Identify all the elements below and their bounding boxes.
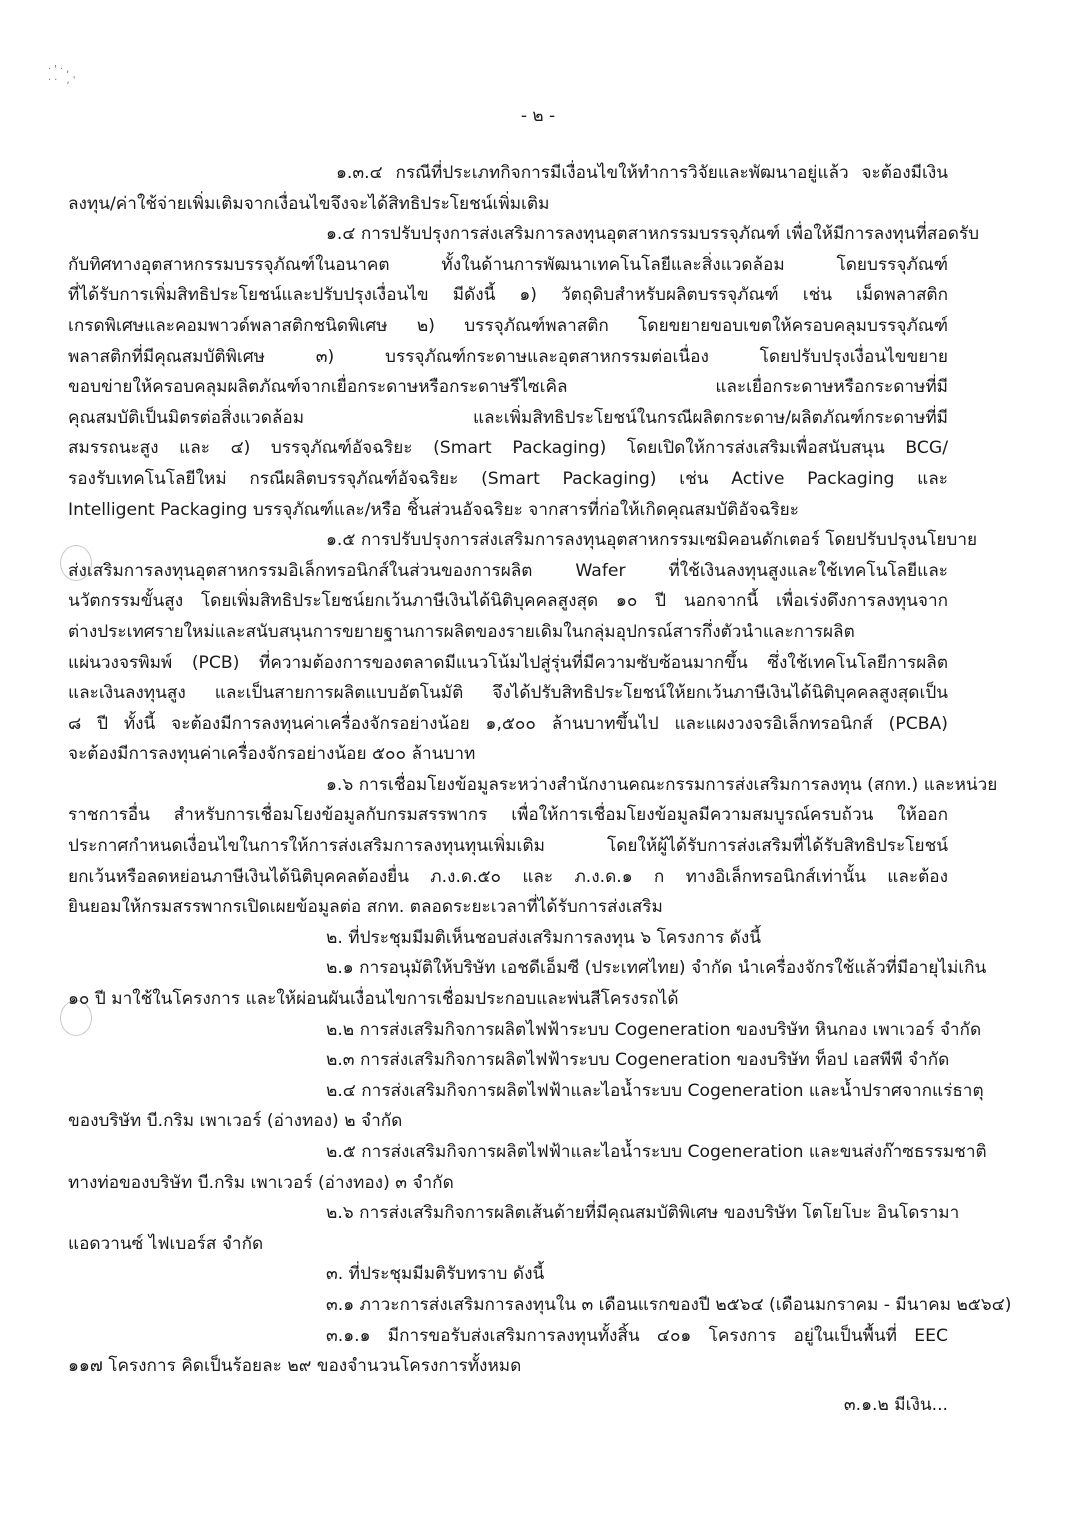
text-line: แผ่นวงจรพิมพ์ (PCB) ที่ความต้องการของตลาดมีแนวโน้มไปสู่รุ่นที่มีความซับซ้อนมากขึ้น ซึ่งใช้เทคโนโลยีการผลิต bbox=[68, 652, 948, 673]
text-line: ๒.๑ การอนุมัติให้บริษัท เอชดีเอ็มซี (ประเทศไทย) จำกัด นำเครื่องจักรใช้แล้วที่มีอายุไม่เกิน bbox=[326, 958, 987, 979]
text-line: และเงินลงทุนสูง และเป็นสายการผลิตแบบอัตโนมัติ จึงได้ปรับสิทธิประโยชน์ให้ยกเว้นภาษีเงินได้นิติบุคคลสูงสุดเป็น bbox=[68, 683, 948, 704]
text-line: นวัตกรรมขั้นสูง โดยเพิ่มสิทธิประโยชน์ยกเว้นภาษีเงินได้นิติบุคคลสูงสุด ๑๐ ปี นอกจากนี้ เพื่อเร่งดึงการลงทุนจาก bbox=[68, 591, 948, 612]
text-line: พลาสติกที่มีคุณสมบัติพิเศษ ๓) บรรจุภัณฑ์กระดาษและอุตสาหกรรมต่อเนื่อง โดยปรับปรุงเงื่อนไขขยาย bbox=[68, 346, 948, 367]
text-line: ราชการอื่น สำหรับการเชื่อมโยงข้อมูลกับกรมสรรพากร เพื่อให้การเชื่อมโยงข้อมูลมีความสมบูรณ์ครบถ้วน ให้ออก bbox=[68, 805, 948, 826]
text-line: ๒.๕ การส่งเสริมกิจการผลิตไฟฟ้าและไอน้ำระบบ Cogeneration และขนส่งก๊าซธรรมชาติ bbox=[326, 1142, 987, 1162]
text-line: ที่ได้รับการเพิ่มสิทธิประโยชน์และปรับปรุงเงื่อนไข มีดังนี้ ๑) วัตถุดิบสำหรับผลิตบรรจุภัณฑ์ เช่น เม็ดพลาสติก bbox=[68, 285, 948, 306]
text-line: ประกาศกำหนดเงื่อนไขในการให้การส่งเสริมการลงทุนทุนเพิ่มเติม โดยให้ผู้ได้รับการส่งเสริมที่ได้รับสิทธิประโยชน์ bbox=[68, 836, 948, 857]
text-line: ๒. ที่ประชุมมีมติเห็นชอบส่งเสริมการลงทุน ๖ โครงการ ดังนี้ bbox=[326, 927, 761, 948]
text-line: ๓.๑.๑ มีการขอรับส่งเสริมการลงทุนทั้งสิ้น ๔๐๑ โครงการ อยู่ในเป็นพื้นที่ EEC bbox=[326, 1325, 948, 1346]
document-body bbox=[68, 158, 1012, 1420]
text-line: ๒.๖ การส่งเสริมกิจการผลิตเส้นด้ายที่มีคุณสมบัติพิเศษ ของบริษัท โตโยโบะ อินโดรามา bbox=[326, 1203, 960, 1224]
text-line: ๑.๔ การปรับปรุงการส่งเสริมการลงทุนอุตสาหกรรมบรรจุภัณฑ์ เพื่อให้มีการลงทุนที่สอดรับ bbox=[326, 224, 980, 245]
text-line: คุณสมบัติเป็นมิตรต่อสิ่งแวดล้อม และเพิ่มสิทธิประโยชน์ในกรณีผลิตกระดาษ/ผลิตภัณฑ์กระดาษที่มี bbox=[68, 407, 948, 428]
text-line: ต่างประเทศรายใหม่และสนับสนุนการขยายฐานการผลิตของรายเดิมในกลุ่มอุปกรณ์สารกึ่งตัวนำและการผลิต bbox=[68, 621, 855, 642]
text-line: กับทิศทางอุตสาหกรรมบรรจุภัณฑ์ในอนาคต ทั้งในด้านการพัฒนาเทคโนโลยีและสิ่งแวดล้อม โดยบรรจุภัณฑ์ bbox=[68, 254, 948, 275]
text-line: ๑.๓.๔ กรณีที่ประเภทกิจการมีเงื่อนไขให้ทำการวิจัยและพัฒนาอยู่แล้ว จะต้องมีเงิน bbox=[336, 163, 948, 183]
text-line: ๑.๕ การปรับปรุงการส่งเสริมการลงทุนอุตสาหกรรมเซมิคอนดักเตอร์ โดยปรับปรุงนโยบาย bbox=[326, 530, 978, 551]
text-line: เกรดพิเศษและคอมพาวด์พลาสติกชนิดพิเศษ ๒) บรรจุภัณฑ์พลาสติก โดยขยายขอบเขตให้ครอบคลุมบรรจุภัณฑ์ bbox=[68, 315, 948, 336]
text-line: ของบริษัท บี.กริม เพาเวอร์ (อ่างทอง) ๒ จำกัด bbox=[68, 1111, 403, 1132]
text-line: ๒.๒ การส่งเสริมกิจการผลิตไฟฟ้าระบบ Cogeneration ของบริษัท หินกอง เพาเวอร์ จำกัด bbox=[326, 1019, 982, 1040]
text-line: ทางท่อของบริษัท บี.กริม เพาเวอร์ (อ่างทอง) ๓ จำกัด bbox=[68, 1172, 454, 1193]
text-line: ๒.๔ การส่งเสริมกิจการผลิตไฟฟ้าและไอน้ำระบบ Cogeneration และน้ำปราศจากแร่ธาตุ bbox=[326, 1080, 984, 1101]
text-line: ๑.๖ การเชื่อมโยงข้อมูลระหว่างสำนักงานคณะกรรมการส่งเสริมการลงทุน (สกท.) และหน่วย bbox=[326, 774, 998, 795]
text-line: ยกเว้นหรือลดหย่อนภาษีเงินได้นิติบุคคลต้องยื่น ภ.ง.ด.๕๐ และ ภ.ง.ด.๑ ก ทางอิเล็กทรอนิกส์เท่านั้น และต้อง bbox=[68, 866, 948, 887]
continuation-text: ๓.๑.๒ มีเงิน... bbox=[843, 1394, 948, 1415]
text-line: ๓. ที่ประชุมมีมติรับทราบ ดังนี้ bbox=[326, 1264, 545, 1285]
text-line: ยินยอมให้กรมสรรพากรเปิดเผยข้อมูลต่อ สกท. ตลอดระยะเวลาที่ได้รับการส่งเสริม bbox=[68, 897, 663, 918]
page-number: - ๒ - bbox=[520, 106, 556, 126]
text-line: แอดวานซ์ ไฟเบอร์ส จำกัด bbox=[68, 1233, 264, 1254]
text-line: ๒.๓ การส่งเสริมกิจการผลิตไฟฟ้าระบบ Cogeneration ของบริษัท ท็อป เอสพีพี จำกัด bbox=[326, 1050, 950, 1071]
text-line: ลงทุน/ค่าใช้จ่ายเพิ่มเติมจากเงื่อนไขจึงจะได้สิทธิประโยชน์เพิ่มเติม bbox=[68, 193, 550, 214]
scan-specks: ·'·, ·· ,' bbox=[48, 64, 79, 86]
text-line: สมรรถนะสูง และ ๔) บรรจุภัณฑ์อัจฉริยะ (Smart Packaging) โดยเปิดให้การส่งเสริมเพื่อสนับสนุน BCG/ bbox=[68, 438, 948, 459]
text-line: ๘ ปี ทั้งนี้ จะต้องมีการลงทุนค่าเครื่องจักรอย่างน้อย ๑,๕๐๐ ล้านบาทขึ้นไป และแผงวงจรอิเล็กทรอนิกส์ (PCBA) bbox=[68, 713, 948, 734]
text-line: Intelligent Packaging บรรจุภัณฑ์และ/หรือ ชิ้นส่วนอัจฉริยะ จากสารที่ก่อให้เกิดคุณสมบัติอัจฉริยะ bbox=[68, 499, 799, 520]
text-line: ส่งเสริมการลงทุนอุตสาหกรรมอิเล็กทรอนิกส์ในส่วนของการผลิต Wafer ที่ใช้เงินลงทุนสูงและใช้เทคโนโลยีและ bbox=[68, 560, 948, 581]
text-line: ๓.๑ ภาวะการส่งเสริมการลงทุนใน ๓ เดือนแรกของปี ๒๕๖๔ (เดือนมกราคม - มีนาคม ๒๕๖๔) bbox=[326, 1294, 1012, 1315]
text-line: ขอบข่ายให้ครอบคลุมผลิตภัณฑ์จากเยื่อกระดาษหรือกระดาษรีไซเคิล และเยื่อกระดาษหรือกระดาษที่มี bbox=[68, 377, 948, 398]
text-line: จะต้องมีการลงทุนค่าเครื่องจักรอย่างน้อย ๕๐๐ ล้านบาท bbox=[68, 744, 476, 765]
text-line: ๑๑๗ โครงการ คิดเป็นร้อยละ ๒๙ ของจำนวนโครงการทั้งหมด bbox=[68, 1356, 522, 1377]
text-line: รองรับเทคโนโลยีใหม่ กรณีผลิตบรรจุภัณฑ์อัจฉริยะ (Smart Packaging) เช่น Active Packaging และ bbox=[68, 468, 948, 489]
text-line: ๑๐ ปี มาใช้ในโครงการ และให้ผ่อนผันเงื่อนไขการเชื่อมประกอบและพ่นสีโครงรถได้ bbox=[68, 989, 679, 1010]
